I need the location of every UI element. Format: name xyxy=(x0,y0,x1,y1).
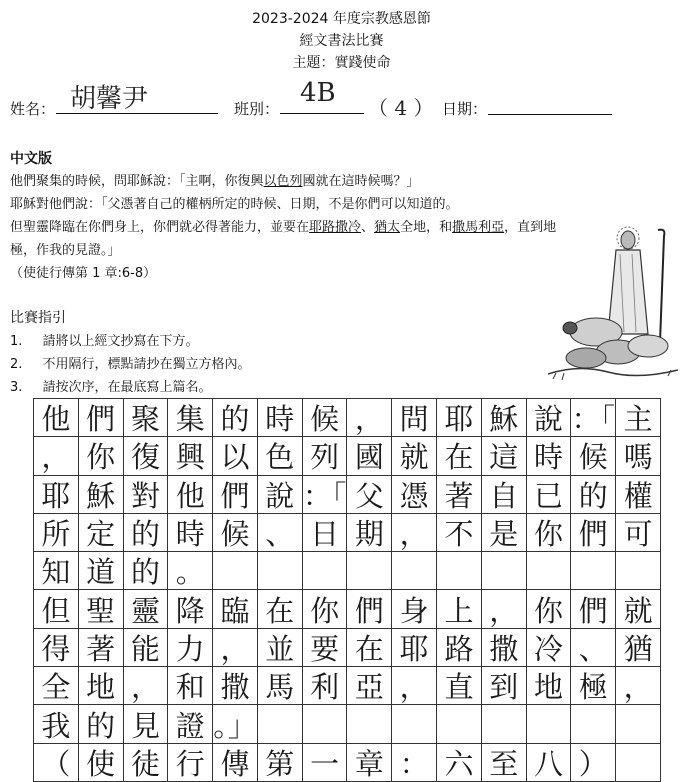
grid-cell[interactable]: 靈 xyxy=(124,590,169,628)
grid-cell[interactable]: 證 xyxy=(168,705,213,743)
class-field[interactable]: 4B xyxy=(280,78,364,114)
grid-cell[interactable]: 、 xyxy=(258,514,303,552)
grid-cell[interactable] xyxy=(437,552,482,590)
grid-cell[interactable]: 的 xyxy=(79,705,124,743)
grid-cell[interactable]: 耶 xyxy=(34,476,79,514)
grid-cell[interactable]: 力 xyxy=(168,629,213,667)
grid-cell[interactable]: 馬 xyxy=(258,667,303,705)
grid-cell[interactable]: ， xyxy=(616,667,661,705)
grid-cell[interactable]: 六 xyxy=(437,744,482,782)
grid-cell[interactable]: ， xyxy=(392,667,437,705)
grid-cell[interactable]: （ xyxy=(34,744,79,782)
verse-text: 但聖靈降臨在你們身上，你們就必得著能力，並要在 xyxy=(10,220,310,235)
grid-cell[interactable]: 知 xyxy=(34,552,79,590)
grid-cell[interactable]: 候 xyxy=(213,514,258,552)
grid-cell[interactable] xyxy=(392,552,437,590)
contest-title: 經文書法比賽 xyxy=(299,33,384,49)
grid-cell[interactable]: 至 xyxy=(482,744,527,782)
grid-cell[interactable]: 耶 xyxy=(392,629,437,667)
guideline-item xyxy=(10,353,251,372)
grid-cell[interactable] xyxy=(571,705,616,743)
grid-cell[interactable]: ， xyxy=(347,399,392,437)
grid-cell[interactable]: 八 xyxy=(527,744,572,782)
grid-cell[interactable]: 你 xyxy=(527,514,572,552)
grid-cell[interactable]: 傳 xyxy=(213,744,258,782)
grid-cell[interactable]: 的 xyxy=(571,476,616,514)
grid-cell[interactable] xyxy=(616,705,661,743)
grid-cell[interactable]: 和 xyxy=(168,667,213,705)
grid-cell[interactable] xyxy=(527,705,572,743)
grid-cell[interactable] xyxy=(482,552,527,590)
grid-cell[interactable]: 使 xyxy=(79,744,124,782)
shepherd-illustration xyxy=(548,224,678,384)
grid-cell[interactable]: 利 xyxy=(303,667,348,705)
grid-cell[interactable]: 候 xyxy=(571,437,616,475)
grid-cell[interactable]: ： xyxy=(392,744,437,782)
grid-cell[interactable]: 所 xyxy=(34,514,79,552)
guideline-text: 請將以上經文抄寫在下方。 xyxy=(42,334,199,349)
calligraphy-grid xyxy=(33,398,661,782)
grid-cell[interactable]: 路 xyxy=(437,629,482,667)
grid-cell[interactable]: 們 xyxy=(79,399,124,437)
grid-cell[interactable]: 問 xyxy=(392,399,437,437)
grid-cell[interactable]: 是 xyxy=(482,514,527,552)
grid-cell[interactable]: 直 xyxy=(437,667,482,705)
guideline-number: 3. xyxy=(10,380,23,395)
grid-cell[interactable]: 可 xyxy=(616,514,661,552)
grid-cell[interactable]: 。」 xyxy=(213,705,258,743)
guideline-text: 不用隔行，標點請抄在獨立方格內。 xyxy=(42,357,251,372)
grid-cell[interactable]: 全 xyxy=(34,667,79,705)
grid-cell[interactable]: ：「 xyxy=(571,399,616,437)
verse-line-3 xyxy=(10,216,556,235)
grid-cell[interactable]: 猶 xyxy=(616,629,661,667)
grid-cell[interactable]: 這 xyxy=(482,437,527,475)
grid-cell[interactable]: 以 xyxy=(213,437,258,475)
grid-cell[interactable]: ， xyxy=(482,590,527,628)
grid-cell[interactable]: 日 xyxy=(303,514,348,552)
verse-text: 、 xyxy=(361,220,375,235)
grid-cell[interactable]: ） xyxy=(571,744,616,782)
guideline-number: 1. xyxy=(10,334,23,349)
grid-cell[interactable]: 撒 xyxy=(213,667,258,705)
grid-cell[interactable]: 色 xyxy=(258,437,303,475)
grid-cell[interactable] xyxy=(213,552,258,590)
date-label: 日期： xyxy=(442,100,488,118)
grid-cell[interactable]: 徒 xyxy=(124,744,169,782)
grid-cell[interactable]: 能 xyxy=(124,629,169,667)
guideline-item xyxy=(10,330,199,349)
grid-cell[interactable]: 自 xyxy=(482,476,527,514)
grid-cell[interactable] xyxy=(258,552,303,590)
grid-cell[interactable]: 在 xyxy=(258,590,303,628)
grid-cell[interactable]: 降 xyxy=(168,590,213,628)
grid-cell[interactable]: 你 xyxy=(303,590,348,628)
grid-cell[interactable]: 興 xyxy=(168,437,213,475)
grid-cell[interactable]: 在 xyxy=(347,629,392,667)
grid-cell[interactable]: 對 xyxy=(124,476,169,514)
grid-cell[interactable] xyxy=(616,552,661,590)
grid-cell[interactable]: 章 xyxy=(347,744,392,782)
grid-cell[interactable] xyxy=(616,744,661,782)
grid-cell[interactable]: 時 xyxy=(168,514,213,552)
grid-cell[interactable]: 期 xyxy=(347,514,392,552)
grid-cell[interactable]: 地 xyxy=(527,667,572,705)
grid-cell[interactable]: 地 xyxy=(79,667,124,705)
grid-cell[interactable] xyxy=(347,705,392,743)
grid-cell[interactable]: ：「 xyxy=(303,476,348,514)
grid-cell[interactable]: 要 xyxy=(303,629,348,667)
grid-cell[interactable] xyxy=(437,705,482,743)
grid-cell[interactable] xyxy=(482,705,527,743)
grid-cell[interactable]: ， xyxy=(213,629,258,667)
grid-cell[interactable]: 臨 xyxy=(213,590,258,628)
grid-cell[interactable] xyxy=(571,552,616,590)
grid-cell[interactable]: 時 xyxy=(258,399,303,437)
verse-text: 極，作我的見證。」 xyxy=(10,243,121,258)
verse-text: 耶穌對他們說：「父憑著自己的權柄所定的時候、日期，不是你們可以知道的。 xyxy=(10,197,459,212)
grid-cell[interactable]: 極 xyxy=(571,667,616,705)
grid-cell[interactable]: 撒 xyxy=(482,629,527,667)
grid-cell[interactable]: 行 xyxy=(168,744,213,782)
chinese-version-heading: 中文版 xyxy=(10,151,52,167)
grid-cell[interactable]: 耶 xyxy=(437,399,482,437)
grid-cell[interactable]: 你 xyxy=(527,590,572,628)
theme-title: 主題：實踐使命 xyxy=(292,55,391,71)
grid-cell[interactable]: 聚 xyxy=(124,399,169,437)
grid-cell[interactable]: 說 xyxy=(527,399,572,437)
grid-cell[interactable]: 已 xyxy=(527,476,572,514)
grid-cell[interactable]: 聖 xyxy=(79,590,124,628)
grid-cell[interactable]: 但 xyxy=(34,590,79,628)
guideline-item xyxy=(10,376,212,395)
grid-cell[interactable]: 父 xyxy=(347,476,392,514)
grid-cell[interactable]: 他 xyxy=(34,399,79,437)
grid-cell[interactable]: 的 xyxy=(124,552,169,590)
grid-cell[interactable]: 見 xyxy=(124,705,169,743)
grid-cell[interactable] xyxy=(527,552,572,590)
class-label: 班別： xyxy=(234,100,280,118)
grid-cell[interactable]: 。 xyxy=(168,552,213,590)
verse-line-2 xyxy=(10,193,459,212)
verse-text: 全地，和 xyxy=(400,220,453,235)
grid-cell[interactable]: 國 xyxy=(347,437,392,475)
grid-cell[interactable]: 們 xyxy=(571,590,616,628)
grid-cell[interactable]: 著 xyxy=(437,476,482,514)
grid-cell[interactable]: 道 xyxy=(79,552,124,590)
event-title: 2023-2024 年度宗教感恩節 xyxy=(252,11,431,27)
grid-cell[interactable]: 權 xyxy=(616,476,661,514)
grid-cell[interactable]: 說 xyxy=(258,476,303,514)
grid-cell[interactable]: 們 xyxy=(347,590,392,628)
grid-cell[interactable] xyxy=(303,552,348,590)
grid-cell[interactable]: 就 xyxy=(616,590,661,628)
verse-underlined: 撒馬利亞 xyxy=(452,220,505,235)
grid-cell[interactable]: 一 xyxy=(303,744,348,782)
verse-underlined: 以色列 xyxy=(263,174,303,189)
grid-cell[interactable]: 們 xyxy=(213,476,258,514)
verse-text: 國就在這時候嗎？」 xyxy=(302,174,420,189)
grid-cell[interactable]: 列 xyxy=(303,437,348,475)
grid-cell[interactable] xyxy=(303,705,348,743)
grid-cell[interactable]: 亞 xyxy=(347,667,392,705)
grid-cell[interactable]: 穌 xyxy=(482,399,527,437)
class-number-field[interactable]: （ 4 ） xyxy=(368,96,434,120)
grid-cell[interactable]: 嗎 xyxy=(616,437,661,475)
grid-cell[interactable]: 、 xyxy=(571,629,616,667)
guideline-text: 請按次序，在最底寫上篇名。 xyxy=(42,380,212,395)
grid-cell[interactable]: 們 xyxy=(571,514,616,552)
guideline-number: 2. xyxy=(10,357,23,372)
verse-text: 他們聚集的時候，問耶穌說：「主啊，你復興 xyxy=(10,174,264,189)
verse-underlined: 耶路撒冷 xyxy=(309,220,362,235)
grid-cell[interactable]: 冷 xyxy=(527,629,572,667)
grid-cell[interactable]: ， xyxy=(34,437,79,475)
grid-cell[interactable]: 復 xyxy=(124,437,169,475)
grid-cell[interactable]: 我 xyxy=(34,705,79,743)
grid-cell[interactable]: 第 xyxy=(258,744,303,782)
grid-cell[interactable]: 著 xyxy=(79,629,124,667)
verse-reference xyxy=(10,262,156,281)
grid-cell[interactable]: 主 xyxy=(616,399,661,437)
grid-cell[interactable]: 候 xyxy=(303,399,348,437)
verse-text: ，直到地 xyxy=(504,220,557,235)
grid-cell[interactable]: 時 xyxy=(527,437,572,475)
grid-cell[interactable]: 的 xyxy=(124,514,169,552)
grid-cell[interactable]: 不 xyxy=(437,514,482,552)
grid-cell[interactable]: 到 xyxy=(482,667,527,705)
grid-cell[interactable]: 穌 xyxy=(79,476,124,514)
grid-cell[interactable]: 就 xyxy=(392,437,437,475)
grid-cell[interactable]: 定 xyxy=(79,514,124,552)
date-field[interactable] xyxy=(488,96,612,115)
verse-line-4 xyxy=(10,239,121,258)
grid-cell[interactable]: 的 xyxy=(213,399,258,437)
name-label: 姓名： xyxy=(10,100,56,118)
grid-cell[interactable]: 在 xyxy=(437,437,482,475)
verse-underlined: 猶太 xyxy=(374,220,401,235)
grid-cell[interactable] xyxy=(258,705,303,743)
verse-line-1 xyxy=(10,170,420,189)
grid-cell[interactable]: 得 xyxy=(34,629,79,667)
grid-cell[interactable]: 上 xyxy=(437,590,482,628)
grid-cell[interactable]: 並 xyxy=(258,629,303,667)
guidelines-heading: 比賽指引 xyxy=(10,310,66,326)
grid-cell[interactable] xyxy=(347,552,392,590)
grid-cell[interactable]: ， xyxy=(124,667,169,705)
name-field[interactable]: 胡馨尹 xyxy=(56,78,218,114)
grid-cell[interactable]: 集 xyxy=(168,399,213,437)
grid-cell[interactable]: 憑 xyxy=(392,476,437,514)
grid-cell[interactable]: 身 xyxy=(392,590,437,628)
grid-cell[interactable]: 你 xyxy=(79,437,124,475)
grid-cell[interactable]: 他 xyxy=(168,476,213,514)
grid-cell[interactable]: ， xyxy=(392,514,437,552)
verse-text: （使徒行傳第 1 章:6-8） xyxy=(10,266,157,281)
grid-cell[interactable] xyxy=(392,705,437,743)
